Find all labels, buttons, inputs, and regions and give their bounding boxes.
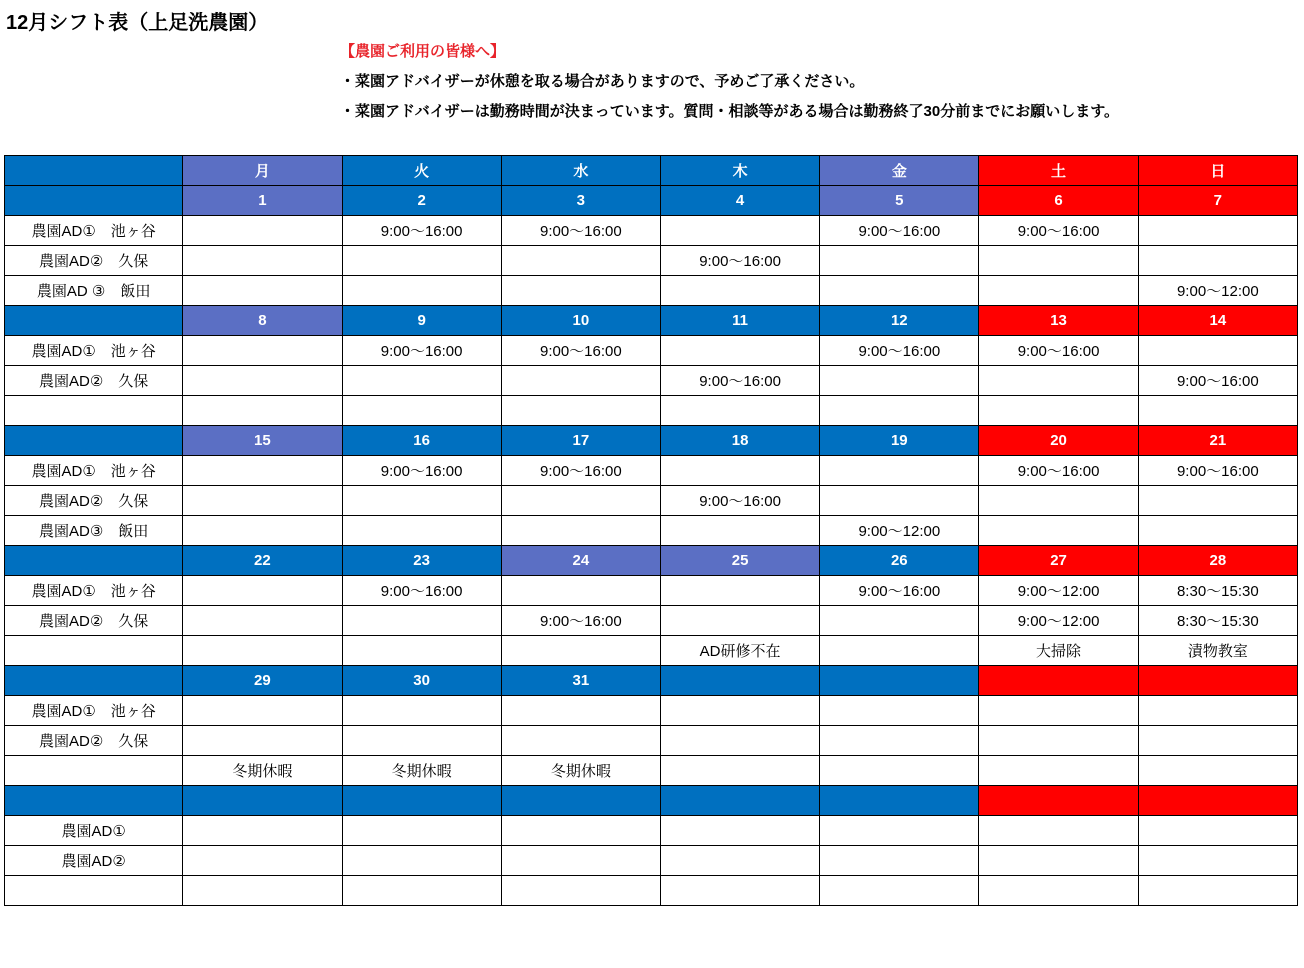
- shift-cell-4-1-1[interactable]: [342, 726, 501, 756]
- shift-cell-4-2-2[interactable]: 冬期休暇: [501, 756, 660, 786]
- weekday-header-row: [5, 156, 1298, 186]
- shift-cell-4-1-2[interactable]: [501, 726, 660, 756]
- weekday-header-3: 木: [660, 156, 819, 186]
- shift-cell-3-0-3[interactable]: [660, 576, 819, 606]
- shift-cell-2-1-1[interactable]: [342, 486, 501, 516]
- date-row-label-0: [5, 186, 183, 216]
- shift-cell-5-0-2[interactable]: [501, 816, 660, 846]
- weekday-header-5: 土: [979, 156, 1138, 186]
- shift-cell-1-2-1[interactable]: [342, 396, 501, 426]
- shift-cell-3-2-6[interactable]: 漬物教室: [1138, 636, 1297, 666]
- shift-cell-1-1-5[interactable]: [979, 366, 1138, 396]
- staff-name-5-1: 農園AD②: [5, 846, 183, 876]
- staff-name-1-1: 農園AD② 久保: [5, 366, 183, 396]
- shift-cell-4-0-4[interactable]: [820, 696, 979, 726]
- staff-name-4-0: 農園AD① 池ヶ谷: [5, 696, 183, 726]
- shift-cell-3-0-0[interactable]: [183, 576, 342, 606]
- date-cell-4-3: [660, 666, 819, 696]
- shift-cell-1-2-4[interactable]: [820, 396, 979, 426]
- shift-cell-4-0-1[interactable]: [342, 696, 501, 726]
- shift-cell-5-1-3[interactable]: [660, 846, 819, 876]
- shift-cell-2-1-5[interactable]: [979, 486, 1138, 516]
- date-cell-2-2: 17: [501, 426, 660, 456]
- shift-cell-5-1-0[interactable]: [183, 846, 342, 876]
- shift-cell-4-2-1[interactable]: 冬期休暇: [342, 756, 501, 786]
- shift-cell-3-1-3[interactable]: [660, 606, 819, 636]
- shift-cell-5-2-4[interactable]: [820, 876, 979, 906]
- table-row: [5, 216, 1298, 246]
- shift-cell-3-1-6[interactable]: 8:30〜15:30: [1138, 606, 1297, 636]
- shift-cell-1-0-5[interactable]: 9:00〜16:00: [979, 336, 1138, 366]
- shift-table: [4, 155, 1298, 906]
- shift-cell-3-1-5[interactable]: 9:00〜12:00: [979, 606, 1138, 636]
- shift-cell-0-2-2[interactable]: [501, 276, 660, 306]
- date-cell-0-2: 3: [501, 186, 660, 216]
- shift-cell-0-2-1[interactable]: [342, 276, 501, 306]
- notice-line-2: ・菜園アドバイザーは勤務時間が決まっています。質問・相談等がある場合は勤務終了30分前までにお願いします。: [340, 103, 1119, 120]
- weekday-header-6: 日: [1138, 156, 1297, 186]
- shift-cell-2-1-4[interactable]: [820, 486, 979, 516]
- shift-cell-5-0-4[interactable]: [820, 816, 979, 846]
- date-cell-2-1: 16: [342, 426, 501, 456]
- date-cell-1-5: 13: [979, 306, 1138, 336]
- date-cell-1-2: 10: [501, 306, 660, 336]
- shift-cell-4-1-5[interactable]: [979, 726, 1138, 756]
- shift-cell-1-0-4[interactable]: 9:00〜16:00: [820, 336, 979, 366]
- shift-cell-5-2-2[interactable]: [501, 876, 660, 906]
- shift-cell-1-0-1[interactable]: 9:00〜16:00: [342, 336, 501, 366]
- shift-cell-5-2-6[interactable]: [1138, 876, 1297, 906]
- table-row: [5, 726, 1298, 756]
- date-row-2: [5, 426, 1298, 456]
- shift-cell-1-1-0[interactable]: [183, 366, 342, 396]
- shift-cell-2-2-0[interactable]: [183, 516, 342, 546]
- shift-cell-5-2-5[interactable]: [979, 876, 1138, 906]
- date-cell-2-4: 19: [820, 426, 979, 456]
- table-row: [5, 756, 1298, 786]
- shift-cell-0-0-0[interactable]: [183, 216, 342, 246]
- shift-cell-3-2-1[interactable]: [342, 636, 501, 666]
- date-cell-3-2: 24: [501, 546, 660, 576]
- shift-cell-5-1-4[interactable]: [820, 846, 979, 876]
- date-cell-4-0: 29: [183, 666, 342, 696]
- date-cell-3-1: 23: [342, 546, 501, 576]
- shift-cell-0-1-2[interactable]: [501, 246, 660, 276]
- shift-cell-5-0-0[interactable]: [183, 816, 342, 846]
- date-cell-5-1: [342, 786, 501, 816]
- shift-cell-5-2-1[interactable]: [342, 876, 501, 906]
- shift-cell-2-0-4[interactable]: [820, 456, 979, 486]
- staff-name-5-0: 農園AD①: [5, 816, 183, 846]
- shift-cell-1-2-6[interactable]: [1138, 396, 1297, 426]
- date-cell-0-3: 4: [660, 186, 819, 216]
- date-cell-2-5: 20: [979, 426, 1138, 456]
- shift-cell-3-0-1[interactable]: 9:00〜16:00: [342, 576, 501, 606]
- shift-cell-1-1-3[interactable]: 9:00〜16:00: [660, 366, 819, 396]
- date-row-label-1: [5, 306, 183, 336]
- shift-cell-1-2-0[interactable]: [183, 396, 342, 426]
- date-cell-0-1: 2: [342, 186, 501, 216]
- table-row: [5, 816, 1298, 846]
- staff-name-2-2: 農園AD③ 飯田: [5, 516, 183, 546]
- shift-cell-2-1-2[interactable]: [501, 486, 660, 516]
- date-row-4: [5, 666, 1298, 696]
- weekday-header-corner: [5, 156, 183, 186]
- staff-name-0-2: 農園AD ③ 飯田: [5, 276, 183, 306]
- date-cell-4-1: 30: [342, 666, 501, 696]
- date-row-5: [5, 786, 1298, 816]
- table-row: [5, 276, 1298, 306]
- shift-cell-0-0-1[interactable]: 9:00〜16:00: [342, 216, 501, 246]
- staff-name-0-1: 農園AD② 久保: [5, 246, 183, 276]
- shift-cell-3-1-2[interactable]: 9:00〜16:00: [501, 606, 660, 636]
- shift-cell-5-1-5[interactable]: [979, 846, 1138, 876]
- date-cell-4-6: [1138, 666, 1297, 696]
- shift-cell-5-1-6[interactable]: [1138, 846, 1297, 876]
- staff-name-2-1: 農園AD② 久保: [5, 486, 183, 516]
- shift-cell-0-1-0[interactable]: [183, 246, 342, 276]
- shift-cell-3-0-2[interactable]: [501, 576, 660, 606]
- shift-cell-2-0-0[interactable]: [183, 456, 342, 486]
- date-cell-3-4: 26: [820, 546, 979, 576]
- date-cell-1-3: 11: [660, 306, 819, 336]
- notice-block: [340, 40, 1290, 130]
- table-row: [5, 576, 1298, 606]
- shift-cell-2-0-6[interactable]: 9:00〜16:00: [1138, 456, 1297, 486]
- shift-cell-1-1-1[interactable]: [342, 366, 501, 396]
- shift-cell-1-2-5[interactable]: [979, 396, 1138, 426]
- date-cell-5-3: [660, 786, 819, 816]
- date-cell-5-5: [979, 786, 1138, 816]
- table-row: [5, 846, 1298, 876]
- date-cell-1-1: 9: [342, 306, 501, 336]
- shift-cell-5-2-0[interactable]: [183, 876, 342, 906]
- staff-name-3-2: [5, 636, 183, 666]
- page-title: 12月シフト表（上足洗農園）: [6, 12, 269, 34]
- date-cell-0-5: 6: [979, 186, 1138, 216]
- shift-cell-2-2-2[interactable]: [501, 516, 660, 546]
- shift-cell-5-0-3[interactable]: [660, 816, 819, 846]
- date-row-1: [5, 306, 1298, 336]
- table-row: [5, 336, 1298, 366]
- date-cell-5-6: [1138, 786, 1297, 816]
- notice-line-1: ・菜園アドバイザーが休憩を取る場合がありますので、予めご了承ください。: [340, 73, 865, 90]
- shift-cell-1-0-3[interactable]: [660, 336, 819, 366]
- shift-cell-0-1-4[interactable]: [820, 246, 979, 276]
- shift-cell-3-2-0[interactable]: [183, 636, 342, 666]
- staff-name-1-2: [5, 396, 183, 426]
- shift-cell-0-1-3[interactable]: 9:00〜16:00: [660, 246, 819, 276]
- shift-cell-1-2-2[interactable]: [501, 396, 660, 426]
- shift-cell-2-2-5[interactable]: [979, 516, 1138, 546]
- staff-name-3-0: 農園AD① 池ヶ谷: [5, 576, 183, 606]
- shift-cell-4-1-6[interactable]: [1138, 726, 1297, 756]
- table-row: [5, 606, 1298, 636]
- shift-cell-0-2-4[interactable]: [820, 276, 979, 306]
- shift-cell-1-1-2[interactable]: [501, 366, 660, 396]
- weekday-header-0: 月: [183, 156, 342, 186]
- shift-cell-5-1-2[interactable]: [501, 846, 660, 876]
- shift-cell-1-1-6[interactable]: 9:00〜16:00: [1138, 366, 1297, 396]
- weekday-header-1: 火: [342, 156, 501, 186]
- shift-cell-4-2-6[interactable]: [1138, 756, 1297, 786]
- shift-cell-1-2-3[interactable]: [660, 396, 819, 426]
- shift-cell-0-1-1[interactable]: [342, 246, 501, 276]
- staff-name-0-0: 農園AD① 池ヶ谷: [5, 216, 183, 246]
- shift-cell-3-1-4[interactable]: [820, 606, 979, 636]
- date-cell-5-0: [183, 786, 342, 816]
- shift-cell-4-0-6[interactable]: [1138, 696, 1297, 726]
- shift-cell-2-1-3[interactable]: 9:00〜16:00: [660, 486, 819, 516]
- shift-cell-4-0-0[interactable]: [183, 696, 342, 726]
- table-row: [5, 246, 1298, 276]
- table-row: [5, 396, 1298, 426]
- table-row: [5, 516, 1298, 546]
- shift-cell-0-2-5[interactable]: [979, 276, 1138, 306]
- staff-name-4-2: [5, 756, 183, 786]
- weekday-header-2: 水: [501, 156, 660, 186]
- shift-cell-2-0-1[interactable]: 9:00〜16:00: [342, 456, 501, 486]
- shift-cell-5-0-6[interactable]: [1138, 816, 1297, 846]
- date-cell-0-4: 5: [820, 186, 979, 216]
- date-cell-1-6: 14: [1138, 306, 1297, 336]
- weekday-header-4: 金: [820, 156, 979, 186]
- date-cell-3-3: 25: [660, 546, 819, 576]
- shift-cell-2-1-6[interactable]: [1138, 486, 1297, 516]
- shift-cell-4-1-4[interactable]: [820, 726, 979, 756]
- shift-cell-0-1-5[interactable]: [979, 246, 1138, 276]
- table-row: [5, 696, 1298, 726]
- date-cell-4-2: 31: [501, 666, 660, 696]
- table-row: [5, 456, 1298, 486]
- date-row-label-2: [5, 426, 183, 456]
- date-cell-5-4: [820, 786, 979, 816]
- table-row: [5, 636, 1298, 666]
- date-cell-1-4: 12: [820, 306, 979, 336]
- shift-cell-4-0-2[interactable]: [501, 696, 660, 726]
- date-cell-4-4: [820, 666, 979, 696]
- shift-cell-2-0-5[interactable]: 9:00〜16:00: [979, 456, 1138, 486]
- shift-cell-1-0-2[interactable]: 9:00〜16:00: [501, 336, 660, 366]
- shift-cell-4-1-3[interactable]: [660, 726, 819, 756]
- shift-cell-2-2-4[interactable]: 9:00〜12:00: [820, 516, 979, 546]
- date-cell-3-0: 22: [183, 546, 342, 576]
- shift-cell-0-0-4[interactable]: 9:00〜16:00: [820, 216, 979, 246]
- table-row: [5, 876, 1298, 906]
- shift-cell-5-0-5[interactable]: [979, 816, 1138, 846]
- shift-cell-3-1-0[interactable]: [183, 606, 342, 636]
- date-cell-0-6: 7: [1138, 186, 1297, 216]
- shift-cell-0-0-2[interactable]: 9:00〜16:00: [501, 216, 660, 246]
- shift-cell-3-2-4[interactable]: [820, 636, 979, 666]
- date-cell-4-5: [979, 666, 1138, 696]
- date-cell-2-3: 18: [660, 426, 819, 456]
- date-row-label-3: [5, 546, 183, 576]
- shift-cell-5-1-1[interactable]: [342, 846, 501, 876]
- notice-heading: 【農園ご利用の皆様へ】: [340, 43, 506, 60]
- shift-cell-1-0-6[interactable]: [1138, 336, 1297, 366]
- shift-cell-3-2-5[interactable]: 大掃除: [979, 636, 1138, 666]
- shift-cell-1-0-0[interactable]: [183, 336, 342, 366]
- shift-cell-3-0-4[interactable]: 9:00〜16:00: [820, 576, 979, 606]
- shift-cell-0-0-5[interactable]: 9:00〜16:00: [979, 216, 1138, 246]
- shift-cell-4-2-5[interactable]: [979, 756, 1138, 786]
- shift-cell-0-1-6[interactable]: [1138, 246, 1297, 276]
- shift-cell-4-2-0[interactable]: 冬期休暇: [183, 756, 342, 786]
- date-cell-0-0: 1: [183, 186, 342, 216]
- staff-name-4-1: 農園AD② 久保: [5, 726, 183, 756]
- shift-cell-4-2-4[interactable]: [820, 756, 979, 786]
- shift-cell-3-2-3[interactable]: AD研修不在: [660, 636, 819, 666]
- date-cell-2-0: 15: [183, 426, 342, 456]
- date-row-label-5: [5, 786, 183, 816]
- shift-cell-5-2-3[interactable]: [660, 876, 819, 906]
- staff-name-1-0: 農園AD① 池ヶ谷: [5, 336, 183, 366]
- shift-cell-4-0-5[interactable]: [979, 696, 1138, 726]
- date-cell-3-6: 28: [1138, 546, 1297, 576]
- shift-cell-4-2-3[interactable]: [660, 756, 819, 786]
- date-cell-2-6: 21: [1138, 426, 1297, 456]
- shift-cell-3-0-6[interactable]: 8:30〜15:30: [1138, 576, 1297, 606]
- shift-cell-0-0-6[interactable]: [1138, 216, 1297, 246]
- shift-cell-0-2-3[interactable]: [660, 276, 819, 306]
- date-cell-5-2: [501, 786, 660, 816]
- shift-cell-0-0-3[interactable]: [660, 216, 819, 246]
- shift-cell-0-2-6[interactable]: 9:00〜12:00: [1138, 276, 1297, 306]
- table-row: [5, 366, 1298, 396]
- shift-cell-2-0-3[interactable]: [660, 456, 819, 486]
- table-row: [5, 486, 1298, 516]
- date-cell-1-0: 8: [183, 306, 342, 336]
- date-cell-3-5: 27: [979, 546, 1138, 576]
- shift-cell-4-0-3[interactable]: [660, 696, 819, 726]
- date-row-3: [5, 546, 1298, 576]
- staff-name-5-2: [5, 876, 183, 906]
- shift-cell-4-1-0[interactable]: [183, 726, 342, 756]
- shift-cell-3-2-2[interactable]: [501, 636, 660, 666]
- shift-cell-1-1-4[interactable]: [820, 366, 979, 396]
- shift-cell-2-2-3[interactable]: [660, 516, 819, 546]
- shift-cell-2-2-6[interactable]: [1138, 516, 1297, 546]
- staff-name-2-0: 農園AD① 池ヶ谷: [5, 456, 183, 486]
- shift-cell-2-2-1[interactable]: [342, 516, 501, 546]
- shift-cell-2-1-0[interactable]: [183, 486, 342, 516]
- date-row-label-4: [5, 666, 183, 696]
- shift-cell-3-1-1[interactable]: [342, 606, 501, 636]
- staff-name-3-1: 農園AD② 久保: [5, 606, 183, 636]
- shift-cell-3-0-5[interactable]: 9:00〜12:00: [979, 576, 1138, 606]
- shift-cell-5-0-1[interactable]: [342, 816, 501, 846]
- shift-cell-2-0-2[interactable]: 9:00〜16:00: [501, 456, 660, 486]
- shift-cell-0-2-0[interactable]: [183, 276, 342, 306]
- date-row-0: [5, 186, 1298, 216]
